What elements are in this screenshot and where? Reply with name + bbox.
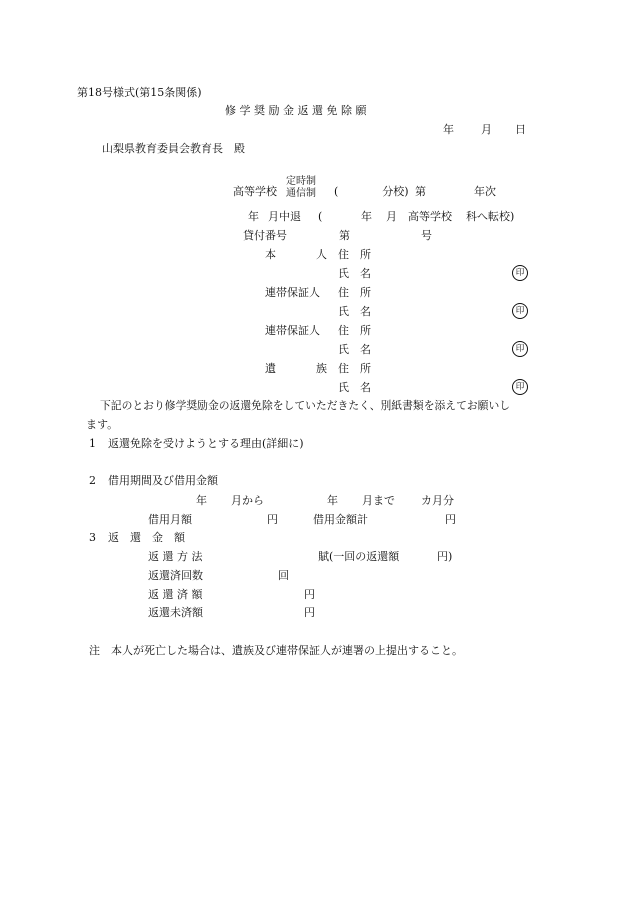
seal-guarantor1-icon: 印 [512, 303, 528, 319]
repaid-count-unit: 回 [278, 569, 289, 582]
party-guarantor1-name-label: 氏 名 [338, 305, 371, 318]
loan-number-dai: 第 [339, 229, 350, 242]
party-family-address-label: 住 所 [338, 362, 371, 375]
transfer-year: 年 [361, 210, 372, 223]
branch-school: ( 分校) [334, 185, 409, 198]
seal-self-icon: 印 [512, 265, 528, 281]
footnote: 注 本人が死亡した場合は、遺族及び連帯保証人が連署の上提出すること。 [89, 644, 463, 657]
party-guarantor2-name-label: 氏 名 [338, 343, 371, 356]
seal-family-icon: 印 [512, 379, 528, 395]
repaid-count-label: 返還済回数 [148, 569, 203, 582]
withdraw-year: 年 [248, 210, 259, 223]
period-start-year: 年 [196, 494, 207, 507]
period-end-month: 月まで [362, 494, 395, 507]
unpaid-amount-label: 返還未済額 [148, 606, 203, 619]
grade-prefix: 第 [415, 185, 426, 198]
transfer-dept: 科へ転校) [466, 210, 515, 223]
course-tsushin: 通信制 [286, 188, 316, 199]
course-teiji: 定時制 [286, 176, 316, 187]
period-start-month: 月から [231, 494, 264, 507]
grade-suffix: 年次 [474, 185, 496, 198]
section2-title: 借用期間及び借用金額 [108, 474, 218, 487]
period-end-year: 年 [327, 494, 338, 507]
unpaid-amount-unit: 円 [304, 606, 315, 619]
section1-number: 1 [89, 437, 96, 450]
withdraw-paren: ( [318, 210, 323, 223]
party-family-role-b: 族 [316, 362, 327, 375]
high-school-label: 高等学校 [233, 185, 277, 198]
course-type-stack [286, 176, 316, 200]
party-self-address-label: 住 所 [338, 248, 371, 261]
loan-number-go: 号 [421, 229, 432, 242]
date-year: 年 [443, 123, 454, 136]
date-month: 月 [481, 123, 492, 136]
repay-method-yen: 円) [437, 550, 453, 563]
repay-method-fu: 賦(一回の返還額 [318, 550, 400, 563]
total-amount-unit: 円 [445, 513, 456, 526]
section3-number: 3 [89, 531, 96, 544]
section1-title: 返還免除を受けようとする理由(詳細に) [108, 437, 304, 450]
monthly-amount-unit: 円 [267, 513, 278, 526]
total-amount-label: 借用金額計 [313, 513, 368, 526]
section3-title: 返 還 金 額 [108, 531, 185, 544]
section2-number: 2 [89, 474, 96, 487]
seal-guarantor2-icon: 印 [512, 341, 528, 357]
party-guarantor1-role: 連帯保証人 [265, 286, 320, 299]
party-guarantor2-address-label: 住 所 [338, 324, 371, 337]
party-self-name-label: 氏 名 [338, 267, 371, 280]
withdraw-month: 月中退 [268, 210, 301, 223]
date-day: 日 [515, 123, 526, 136]
addressee: 山梨県教育委員会教育長 [102, 142, 223, 155]
party-family-name-label: 氏 名 [338, 381, 371, 394]
party-self-role-a: 本 [265, 248, 276, 261]
repay-method-label: 返 還 方 法 [148, 550, 203, 563]
monthly-amount-label: 借用月額 [148, 513, 192, 526]
party-family-role-a: 遺 [265, 362, 276, 375]
addressee-honorific: 殿 [234, 142, 245, 155]
period-months: カ月分 [421, 494, 454, 507]
body-text-line2: ます。 [86, 418, 119, 431]
loan-number-label: 貸付番号 [243, 229, 287, 242]
repaid-amount-unit: 円 [304, 588, 315, 601]
party-self-role-b: 人 [316, 248, 327, 261]
form-number: 第18号様式(第15条関係) [77, 86, 202, 99]
document-title: 修 学 奨 励 金 返 還 免 除 願 [225, 104, 367, 117]
transfer-month: 月 [386, 210, 397, 223]
party-guarantor1-address-label: 住 所 [338, 286, 371, 299]
party-guarantor2-role: 連帯保証人 [265, 324, 320, 337]
transfer-school: 高等学校 [408, 210, 452, 223]
body-text-line1: 下記のとおり修学奨励金の返還免除をしていただきたく、別紙書類を添えてお願いし [100, 399, 511, 412]
repaid-amount-label: 返 還 済 額 [148, 588, 203, 601]
